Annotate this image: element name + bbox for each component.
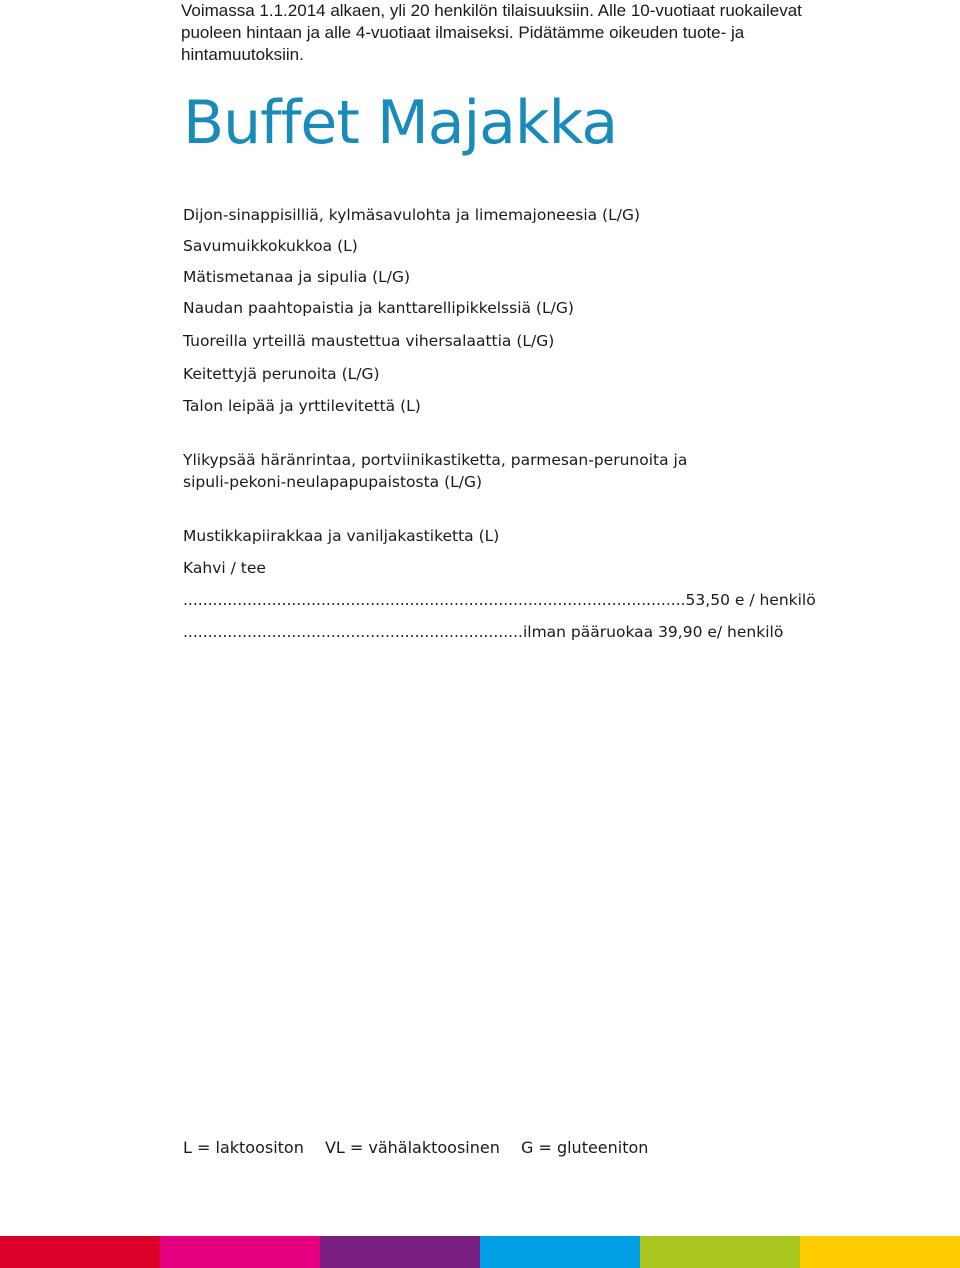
main-course-line: Ylikypsää häränrintaa, portviinikastiketta, parmesan-perunoita ja <box>183 451 688 469</box>
notice-line: hintamuutoksiin. <box>181 45 304 64</box>
menu-item: Savumuikkokukkoa (L) <box>183 237 358 255</box>
validity-notice <box>181 0 821 66</box>
color-stripe-magenta <box>160 1236 320 1268</box>
drink-item: Kahvi / tee <box>183 559 266 577</box>
page-title: Buffet Majakka <box>183 88 618 158</box>
color-stripe-yellow <box>800 1236 960 1268</box>
main-course-line: sipuli-pekoni-neulapapupaistosta (L/G) <box>183 473 483 491</box>
menu-item: Naudan paahtopaistia ja kanttarellipikkelssiä (L/G) <box>183 299 574 317</box>
legend-lactose-free: L = laktoositon <box>183 1138 304 1157</box>
price-without-main: .....................................................................ilman pääruokaa 39,90 e/ henkilö <box>183 623 784 641</box>
price-full: ......................................................................................................53,50 e / henkilö <box>183 591 816 609</box>
legend-gluten-free: G = gluteeniton <box>520 1138 649 1157</box>
color-stripe-green <box>640 1236 800 1268</box>
legend-low-lactose: VL = vähälaktoosinen <box>324 1138 500 1157</box>
menu-item: Dijon-sinappisilliä, kylmäsavulohta ja limemajoneesia (L/G) <box>183 206 641 224</box>
menu-item: Mätismetanaa ja sipulia (L/G) <box>183 268 411 286</box>
brand-color-bar <box>0 1236 960 1268</box>
menu-item: Talon leipää ja yrttilevitettä (L) <box>183 397 421 415</box>
notice-line: puoleen hintaan ja alle 4-vuotiaat ilmaiseksi. Pidätämme oikeuden tuote- ja <box>181 23 745 42</box>
color-stripe-blue <box>480 1236 640 1268</box>
notice-line: Voimassa 1.1.2014 alkaen, yli 20 henkilön tilaisuuksiin. Alle 10-vuotiaat ruokailevat <box>181 1 802 20</box>
menu-item: Tuoreilla yrteillä maustettua vihersalaattia (L/G) <box>183 332 555 350</box>
menu-item: Keitettyjä perunoita (L/G) <box>183 365 380 383</box>
color-stripe-red <box>0 1236 160 1268</box>
color-stripe-purple <box>320 1236 480 1268</box>
dessert-item: Mustikkapiirakkaa ja vaniljakastiketta (L) <box>183 527 500 545</box>
allergen-legend <box>183 1138 664 1158</box>
